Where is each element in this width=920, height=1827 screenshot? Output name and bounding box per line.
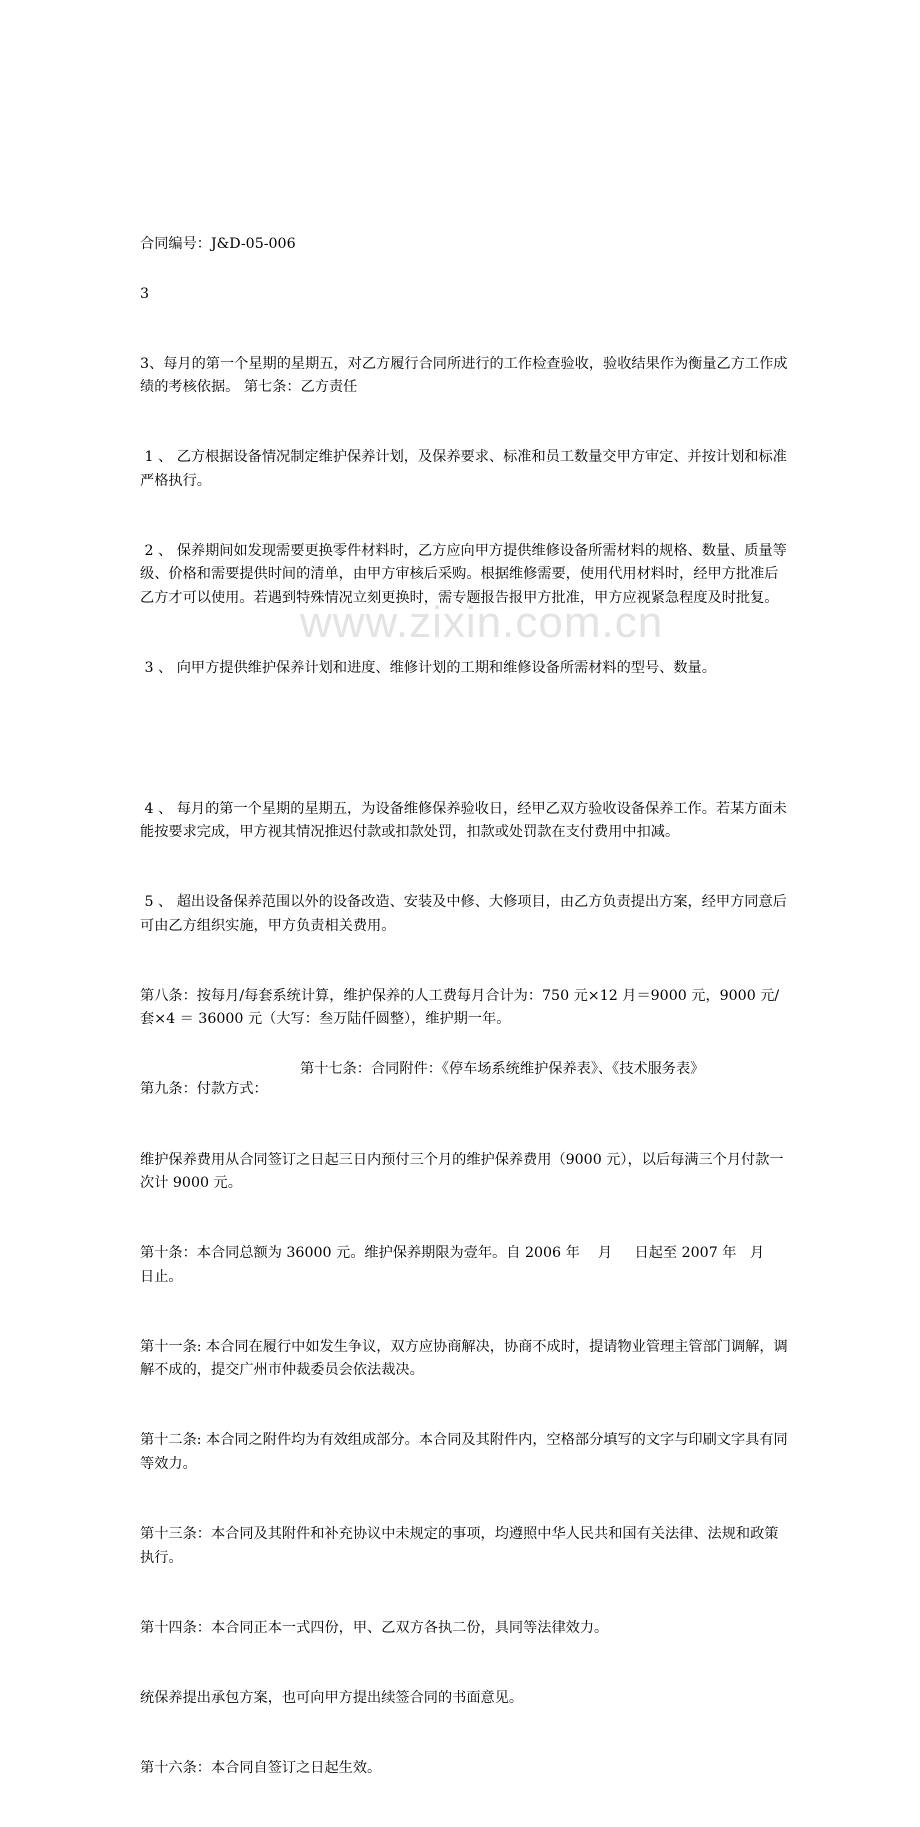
contract-number: 合同编号：J&D-05-006 bbox=[140, 236, 296, 252]
paragraph-article-17: 第十七条：合同附件：《停车场系统维护保养表》、《技术服务表》 bbox=[300, 1061, 705, 1077]
paragraph-article-9-body: 维护保养费用从合同签订之日起三日内预付三个月的维护保养费用（9000 元），以后每满三个月付款一次计 9000 元。 bbox=[140, 1151, 784, 1192]
page-number: 3 bbox=[140, 286, 150, 302]
blank-line bbox=[140, 727, 790, 750]
paragraph-clause-7-4: 4 、 每月的第一个星期的星期五，为设备维修保养验收日，经甲乙双方验收设备保养工作。若某方面未能按要求完成，甲方视其情况推迟付款或扣款处罚，扣款或处罚款在支付费用中扣减。 bbox=[140, 800, 787, 840]
paragraph-article-14: 第十四条：本合同正本一式四份，甲、乙双方各执二份，具同等法律效力。 bbox=[140, 1619, 609, 1636]
paragraph-clause-7-1: 1 、 乙方根据设备情况制定维护保养计划，及保养要求、标准和员工数量交甲方审定、并按计划和标准严格执行。 bbox=[140, 449, 787, 489]
paragraph-article-13: 第十三条：本合同及其附件和补充协议中未规定的事项，均遵照中华人民共和国有关法律、法规和政策执行。 bbox=[140, 1526, 779, 1566]
paragraph-article-16: 第十六条：本合同自签订之日起生效。 bbox=[140, 1760, 382, 1777]
paragraph-clause-7-2: 2 、 保养期间如发现需要更换零件材料时，乙方应向甲方提供维修设备所需材料的规格、数量、质量等级、价格和需要提供时间的清单，由甲方审核后采购。根据维修需要，使用代用材料时，经甲方批准后乙方才可以使用。若遇到特殊情况立刻更换时，需专题报告报甲方批准，甲方应视紧急程度及时批复。 bbox=[140, 543, 787, 606]
paragraph-inspection: 3、每月的第一个星期的星期五，对乙方履行合同所进行的工作检查验收，验收结果作为衡量乙方工作成绩的考核依据。 第七条：乙方责任 bbox=[140, 355, 788, 396]
paragraph-article-8: 第八条：按每月/每套系统计算，维护保养的人工费每月合计为：750 元×12 月＝9000 元，9000 元/套×4 ＝ 36000 元（大写：叁万陆仟圆整），维护期一年。 bbox=[140, 987, 780, 1028]
paragraph-article-11: 第十一条: 本合同在履行中如发生争议，双方应协商解决，协商不成时，提请物业管理主管部门调解，调解不成的，提交广州市仲裁委员会依法裁决。 bbox=[140, 1338, 788, 1379]
watermark: www.zixin.com.cn bbox=[300, 598, 664, 647]
paragraph-article-9-title: 第九条：付款方式： bbox=[140, 1081, 268, 1098]
paragraph-article-10: 第十条：本合同总额为 36000 元。维护保养期限为壹年。自 2006 年 月 日起至 2007 年 月 日止。 bbox=[140, 1245, 783, 1285]
paragraph-article-12: 第十二条: 本合同之附件均为有效组成部分。本合同及其附件内，空格部分填写的文字与印刷文字具有同等效力。 bbox=[140, 1432, 788, 1472]
paragraph-renewal: 统保养提出承包方案，也可向甲方提出续签合同的书面意见。 bbox=[140, 1689, 524, 1706]
paragraph-clause-7-5: 5 、 超出设备保养范围以外的设备改造、安装及中修、大修项目，由乙方负责提出方案，经甲方同意后可由乙方组织实施，甲方负责相关费用。 bbox=[140, 894, 787, 934]
paragraph-clause-7-3: 3 、 向甲方提供维护保养计划和进度、维修计划的工期和维修设备所需材料的型号、数量。 bbox=[140, 660, 716, 677]
